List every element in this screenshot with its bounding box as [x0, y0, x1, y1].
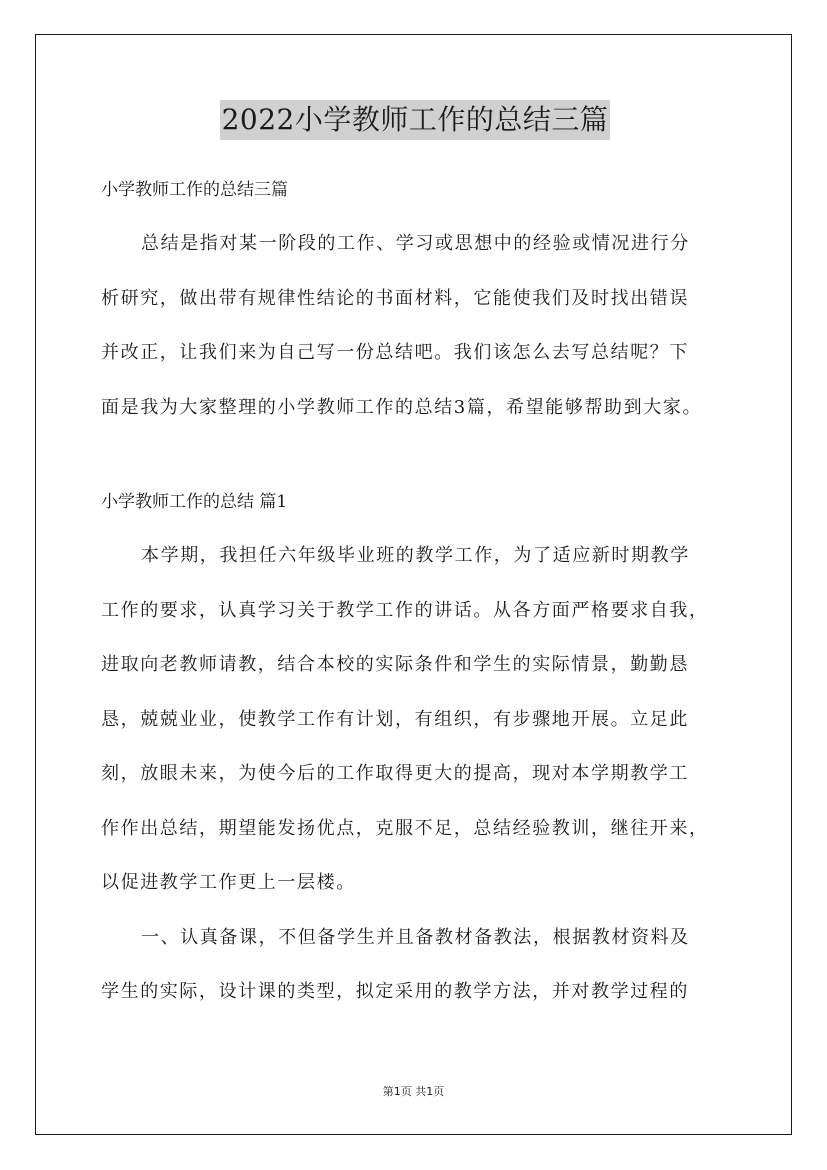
- section1-line: 恳，兢兢业业，使教学工作有计划，有组织，有步骤地开展。立足此: [101, 708, 689, 730]
- point1-paragraph: [101, 911, 729, 1020]
- page-footer: 第1页 共1页: [382, 1085, 445, 1098]
- section1-paragraph: [101, 529, 729, 911]
- section-heading: 小学教师工作的总结 篇1: [101, 492, 288, 512]
- intro-line: 总结是指对某一阶段的工作、学习或思想中的经验或情况进行分: [141, 233, 690, 254]
- point1-line: 学生的实际，设计课的类型，拟定采用的教学方法，并对教学过程的: [101, 981, 689, 1002]
- section1-line: 作作出总结，期望能发扬优点，克服不足，总结经验教训，继往开来，: [101, 817, 709, 839]
- document-body: [101, 100, 729, 1020]
- intro-line: 并改正，让我们来为自己写一份总结吧。我们该怎么去写总结呢？下: [101, 342, 689, 363]
- intro-line: 析研究，做出带有规律性结论的书面材料，它能使我们及时找出错误: [101, 287, 689, 309]
- document-subtitle: 小学教师工作的总结三篇: [101, 180, 288, 200]
- section1-line: 工作的要求，认真学习关于教学工作的讲话。从各方面严格要求自我，: [101, 599, 709, 621]
- intro-paragraph: [101, 217, 729, 435]
- section1-line: 进取向老教师请教，结合本校的实际条件和学生的实际情景，勤勤恳: [101, 654, 689, 675]
- title-block: [101, 100, 729, 142]
- section1-line: 本学期，我担任六年级毕业班的教学工作，为了适应新时期教学: [141, 545, 690, 566]
- section1-line: 以促进教学工作更上一层楼。: [101, 872, 356, 893]
- section1-line: 刻，放眼未来，为使今后的工作取得更大的提高，现对本学期教学工: [101, 763, 689, 784]
- document-title[interactable]: 2022小学教师工作的总结三篇: [220, 100, 611, 140]
- intro-line: 面是我为大家整理的小学教师工作的总结3篇，希望能够帮助到大家。: [101, 396, 703, 418]
- point1-line: 一、认真备课，不但备学生并且备教材备教法，根据教材资料及: [141, 926, 690, 948]
